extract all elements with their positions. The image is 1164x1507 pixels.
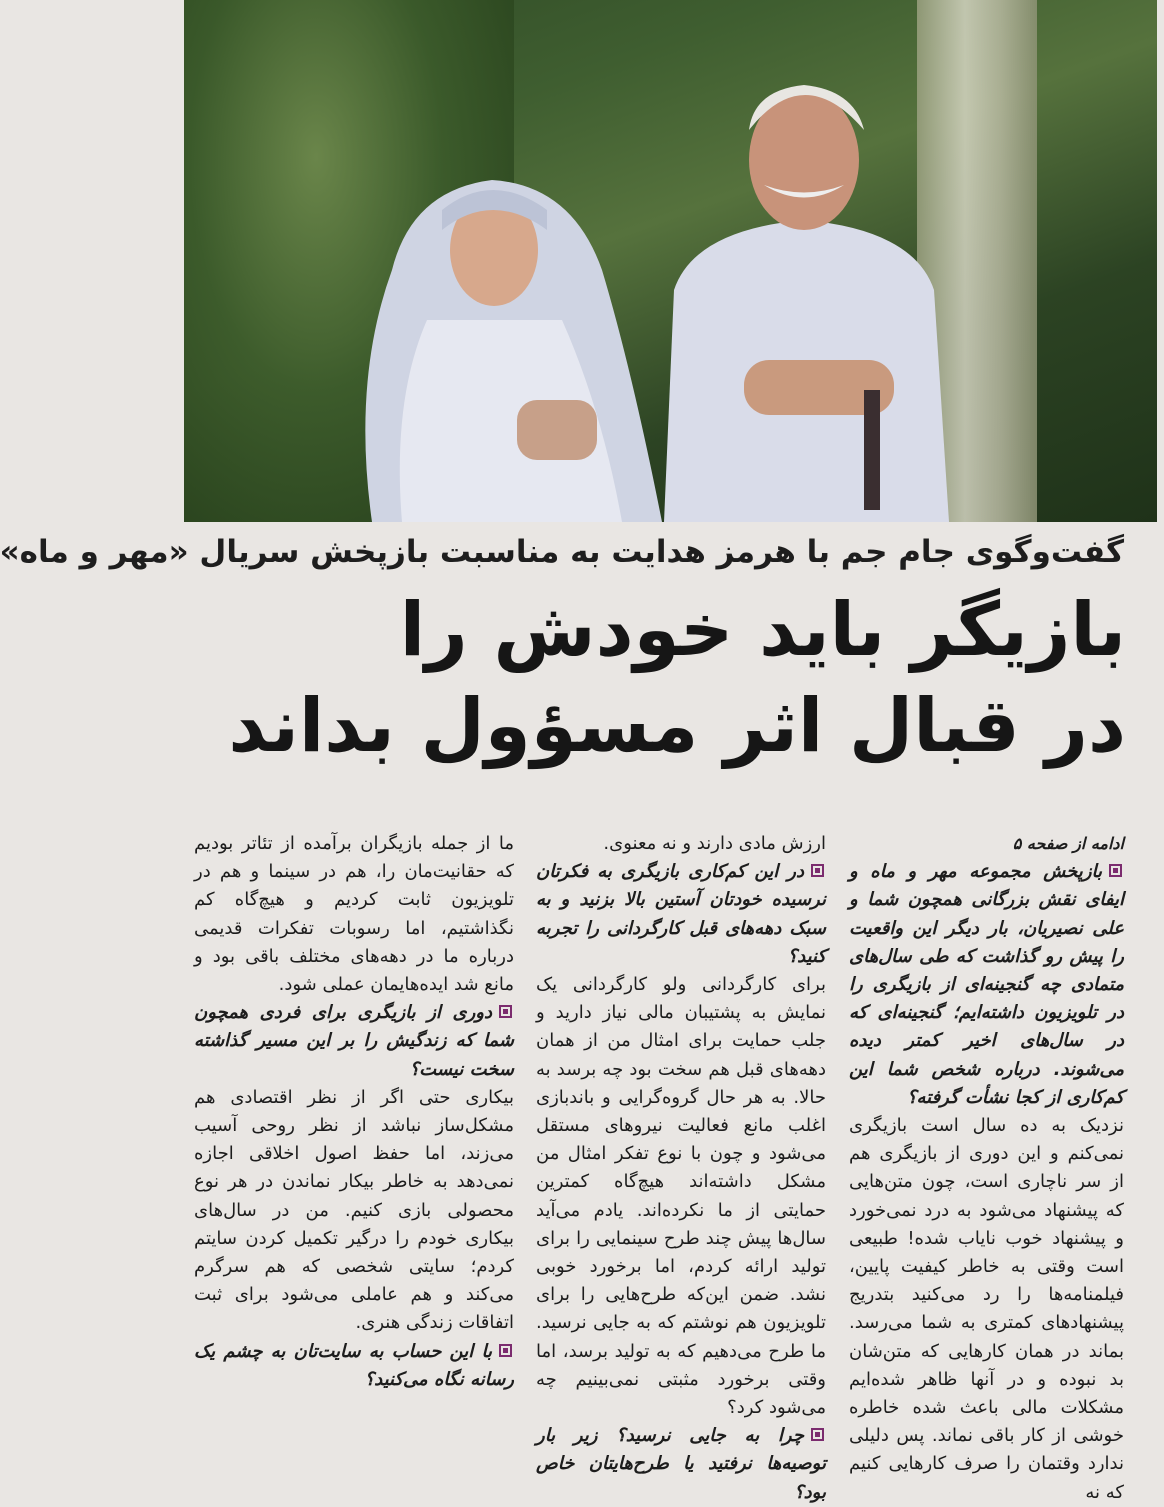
- headline-line-1: بازیگر باید خودش را: [399, 587, 1126, 673]
- question-text: چرا به جایی نرسید؟ زیر بار توصیه‌ها نرفتید یا طرح‌هایتان خاص بود؟: [536, 1425, 826, 1503]
- interview-answer: برای کارگردانی ولو کارگردانی یک نمایش به پشتیبان مالی نیاز دارید و جلب حمایت برای امثال من از همان دهه‌های قبل هم سخت بود چه برسد به حالا. به هر حال گروه‌گرایی و باندبازی اغلب مانع فعالیت نیروهای مستقل می‌شود و چون با نوع تفکر امثال من مشکل داشته‌اند هیچ‌گاه کمترین حمایتی از ما نکرده‌اند. یادم می‌آید سال‌ها پیش چند طرح سینمایی را برای تولید ارائه کردم، اما برخورد خوبی نشد. ضمن این‌که طرح‌هایی را برای تلویزیون هم نوشتم که به جایی نرسید. ما طرح می‌دهیم که به تولید برسد، اما وقتی برخورد مثبتی نمی‌بینیم چه می‌شود کرد؟: [536, 974, 826, 1419]
- question-text: دوری از بازیگری برای فردی همچون شما که زندگیش را بر این مسیر گذاشته سخت نیست؟: [194, 1002, 514, 1080]
- interview-question: [194, 999, 514, 1084]
- article-kicker: گفت‌وگوی جام جم با هرمز هدایت به مناسبت بازپخش سریال «مهر و ماه»: [0, 534, 1124, 570]
- interview-answer: نزدیک به ده سال است بازیگری نمی‌کنم و این دوری از بازیگری هم از سر ناچاری است، چون متن‌هایی که پیشنهاد می‌شود به درد نمی‌خورد و پیشنهاد خوب نایاب شده! طبیعی است وقتی به خاطر کیفیت پایین، فیلمنامه‌ها را رد می‌کنید بتدریج پیشنهادهای کمتری به شما می‌رسد. بماند در همان کارهایی که متن‌شان بد نبوده و در آنها ظاهر شده‌ایم مشکلات مالی باعث شده خاطره خوشی از کار باقی نماند. پس دلیلی ندارد وقتمان را صرف کارهایی کنیم که نه: [849, 1115, 1124, 1503]
- question-bullet-icon: [809, 862, 826, 879]
- interview-question: [194, 1338, 514, 1394]
- photo-woman-figure: [332, 150, 682, 522]
- interview-answer: بیکاری حتی اگر از نظر اقتصادی هم مشکل‌ساز نباشد از نظر روحی آسیب می‌زند، اما حفظ اصول اخلاقی اجازه نمی‌دهد به خاطر بیکار نماندن در هر نوع محصولی بازی کنیم. من در سال‌های بیکاری خودم را درگیر تکمیل کردن سایتم کردم؛ سایتی شخصی که هم سرگرم می‌کند و هم عاملی می‌شود برای ثبت اتفاقات زندگی هنری.: [194, 1086, 514, 1334]
- question-text: بازپخش مجموعه مهر و ماه و ایفای نقش بزرگانی همچون شما و علی نصیریان، بار دیگر این واقعیت را پیش رو گذاشت که طی سال‌های متمادی چه گنجینه‌ای از بازیگری را در تلویزیون داشته‌ایم؛ گنجینه‌ای که در سال‌های اخیر کمتر دیده می‌شوند. درباره شخص شما این کم‌کاری از کجا نشأت گرفته؟: [849, 861, 1124, 1108]
- question-text: با این حساب به سایت‌تان به چشم یک رسانه نگاه می‌کنید؟: [194, 1340, 514, 1390]
- question-bullet-icon: [497, 1003, 514, 1020]
- article-column-3: [194, 830, 514, 1421]
- article-column-2: [536, 830, 826, 1503]
- interview-question: [536, 858, 826, 971]
- article-column-1: [849, 830, 1124, 1503]
- interview-question: [849, 858, 1124, 1112]
- article-photo: [184, 0, 1157, 522]
- continued-from-label: ادامه از صفحه ۵: [1012, 834, 1124, 853]
- interview-answer: ما از جمله بازیگران برآمده از تئاتر بودیم که حقانیت‌مان را، هم در سینما و هم در تلویزیون ثابت کردیم و هیچ‌گاه کم نگذاشتیم، اما رسوبات تفکرات قدیمی درباره ما در دهه‌های مختلف باقی بود و مانع شد ایده‌هایمان عملی شود.: [194, 833, 514, 996]
- question-bullet-icon: [1107, 862, 1124, 879]
- interview-answer: ارزش مادی دارند و نه معنوی.: [603, 833, 826, 854]
- interview-question: [536, 1422, 826, 1507]
- question-bullet-icon: [809, 1426, 826, 1443]
- headline-line-2: در قبال اثر مسؤول بداند: [228, 683, 1126, 769]
- question-text: در این کم‌کاری بازیگری به فکرتان نرسیده خودتان آستین بالا بزنید و به سبک دهه‌های قبل کارگردانی را تجربه کنید؟: [536, 861, 826, 967]
- article-headline: [186, 582, 1126, 774]
- question-bullet-icon: [497, 1342, 514, 1359]
- photo-man-figure: [654, 60, 954, 522]
